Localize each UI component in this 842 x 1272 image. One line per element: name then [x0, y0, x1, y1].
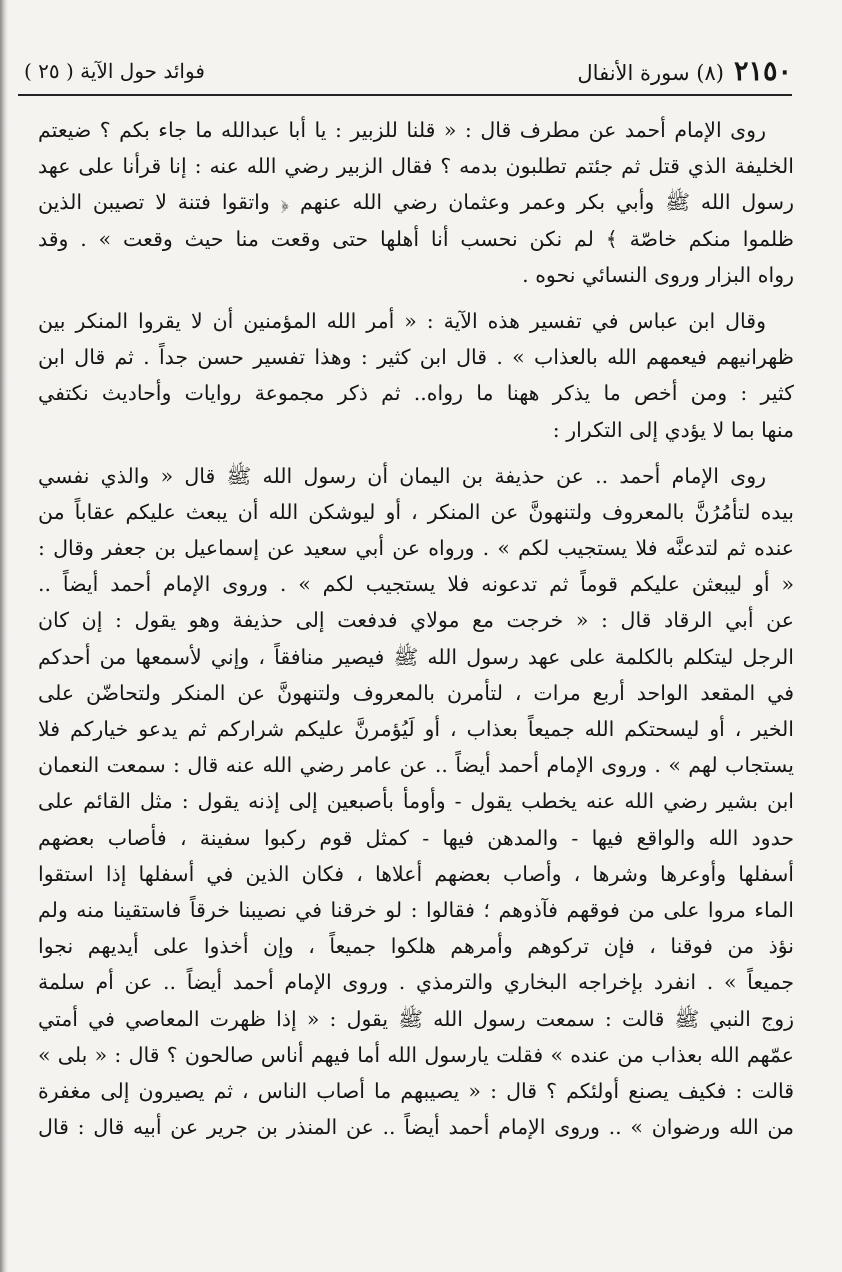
paragraph — [38, 303, 794, 448]
surah-title: (٨) سورة الأنفال — [577, 61, 724, 85]
text-line: يستجاب لهم » . وروى الإمام أحمد أيضاً .. عن عامر رضي الله عنه قال : سمعت النعمان — [38, 753, 794, 778]
text-line: الماء مروا على من فوقهم فآذوهم ؛ فقالوا : لو خرقنا في نصيبنا خرقاً فاستقينا منه ولم — [38, 897, 794, 922]
header-page-info — [577, 56, 792, 87]
text-line: بيده لتأمُرُنَّ بالمعروف ولتنهونَّ عن المنكر ، أو ليوشكن الله أن يبعث عليكم عقاباً من — [38, 499, 794, 524]
text-line: كثير : ومن أخص ما يذكر ههنا ما رواه.. ثم ذكر مجموعة روايات وأحاديث نكتفي — [38, 381, 794, 406]
text-line: عن أبي الرقاد قال : « خرجت مع مولاي فدفعت إلى حذيفة وهو يقول : إن كان — [38, 608, 794, 633]
text-line: وقال ابن عباس في تفسير هذه الآية : « أمر الله المؤمنين أن لا يقروا المنكر بين — [38, 308, 766, 333]
text-line: عنده ثم لتدعنَّه فلا يستجيب لكم » . ورواه عن أبي سعيد عن إسماعيل بن جعفر وقال : — [38, 536, 794, 561]
text-line: الخليفة الذي قتل ثم جئتم تطلبون بدمه ؟ فقال الزبير رضي الله عنه : إنا قرأنا على عهد — [38, 154, 794, 179]
text-line: عمّهم الله بعذاب من عنده » فقلت يارسول الله أما فيهم أناس صالحون ؟ قال : « بلى » — [38, 1042, 794, 1067]
text-line: في المقعد الواحد أربع مرات ، لتأمرن بالمعروف ولتنهونَّ عن المنكر ولتحاضّن على — [38, 680, 794, 705]
page-spine-shadow — [0, 0, 8, 1272]
text-line: روى الإمام أحمد عن مطرف قال : « قلنا للزبير : يا أبا عبدالله ما جاء بكم ؟ ضيعتم — [38, 118, 766, 142]
text-line: جميعاً » . انفرد بإخراجه البخاري والترمذي . وروى الإمام أحمد أيضاً .. عن أم سلمة — [38, 970, 794, 995]
text-line: ظلموا منكم خاصّة ﴾ لم نكن نحسب أنا أهلها حتى وقعت منا حيث وقعت » . وقد — [38, 226, 794, 251]
text-line: ظهرانيهم فيعمهم الله بالعذاب » . قال ابن كثير : وهذا تفسير حسن جداً . ثم قال ابن — [38, 345, 794, 370]
text-line: أسفلها وأوعرها وشرها ، وأصاب بعضهم أعلاها ، فكان الذين في أسفلها إذا استقوا — [38, 861, 794, 886]
text-line: رسول الله ﷺ وأبي بكر وعمر وعثمان رضي الله عنهم ﴿ واتقوا فتنة لا تصيبن الذين — [38, 190, 794, 215]
text-line: من الله ورضوان » .. وروى الإمام أحمد أيضاً .. عن المنذر بن جرير عن أبيه قال : قال — [38, 1115, 794, 1140]
text-line: الرجل ليتكلم بالكلمة على عهد رسول الله ﷺ فيصير منافقاً ، وإني لأسمعها من أحدكم — [38, 644, 794, 669]
text-line: حدود الله والواقع فيها - والمدهن فيها - كمثل قوم ركبوا سفينة ، فأصاب بعضهم — [38, 825, 794, 850]
text-line: « أو ليبعثن عليكم قوماً ثم تدعونه فلا يستجيب لكم » . وروى الإمام أحمد أيضاً .. — [38, 572, 794, 597]
paragraph — [38, 112, 794, 293]
section-title: فوائد حول الآية ( ٢٥ ) — [24, 59, 205, 83]
text-line: الخير ، أو ليسحتكم الله جميعاً بعذاب ، أو لَيُؤمرنَّ عليكم شراركم ثم يدعو خياركم فلا — [38, 717, 794, 741]
page-number: ٢١٥٠ — [733, 56, 792, 87]
running-header — [18, 50, 792, 96]
text-line: رواه البزار وروى النسائي نحوه . — [522, 262, 794, 287]
header-rule — [18, 94, 792, 96]
page-body — [38, 112, 794, 1155]
paragraph — [38, 458, 794, 1146]
text-line: روى الإمام أحمد .. عن حذيفة بن اليمان أن رسول الله ﷺ قال « والذي نفسي — [38, 463, 766, 488]
text-line: ابن بشير رضي الله عنه يخطب يقول - وأومأ بأصبعين إلى إذنه يقول : مثل القائم على — [38, 789, 794, 814]
text-line: قالت : فكيف يصنع أولئكم ؟ قال : « يصيبهم ما أصاب الناس ، ثم يصيرون إلى مغفرة — [38, 1078, 794, 1103]
text-line: نؤذ من فوقنا ، فإن تركوهم وأمرهم هلكوا جميعاً ، وإن أخذوا على أيديهم نجوا — [38, 934, 794, 959]
text-line: زوج النبي ﷺ قالت : سمعت رسول الله ﷺ يقول : « إذا ظهرت المعاصي في أمتي — [38, 1006, 794, 1031]
text-line: منها بما لا يؤدي إلى التكرار : — [552, 417, 794, 442]
